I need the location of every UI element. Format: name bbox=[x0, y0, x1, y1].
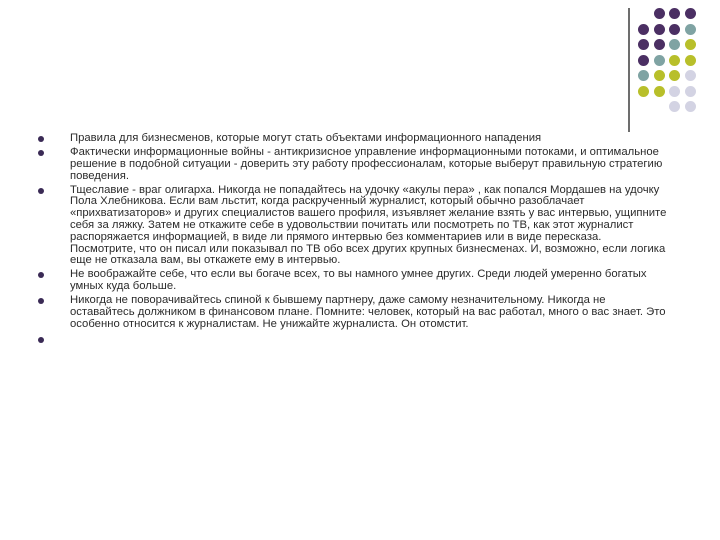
bullet-item-empty bbox=[38, 334, 668, 346]
decorative-dot bbox=[685, 39, 696, 50]
bullet-text: Правила для бизнесменов, которые могут стать объектами информационного нападения bbox=[70, 132, 542, 144]
decorative-dot bbox=[669, 24, 680, 35]
decorative-vertical-line bbox=[628, 8, 630, 132]
decorative-dot bbox=[685, 101, 696, 112]
decorative-dot bbox=[638, 70, 649, 81]
bullet-item bbox=[38, 269, 668, 293]
decorative-dot bbox=[654, 8, 665, 19]
bullet-marker-icon bbox=[38, 272, 44, 278]
bullet-marker-icon bbox=[38, 136, 44, 142]
bullet-marker-icon bbox=[38, 150, 44, 156]
bullet-item bbox=[38, 185, 668, 268]
decorative-dot bbox=[685, 70, 696, 81]
decorative-dot bbox=[654, 39, 665, 50]
decorative-dot bbox=[685, 86, 696, 97]
decorative-dot bbox=[669, 55, 680, 66]
slide-content bbox=[38, 133, 668, 347]
bullet-text: Никогда не поворачивайтесь спиной к бывшему партнеру, даже самому незначительному. Никогда не оставайтесь должником в финансовом плане. Помните: человек, который на вас работал, много о вас знает. Это особенно относится к журналистам. Не унижайте журналиста. Он отомстит. bbox=[70, 294, 666, 330]
decorative-dot bbox=[685, 24, 696, 35]
decorative-dot-grid bbox=[638, 8, 718, 133]
decorative-dot bbox=[654, 55, 665, 66]
bullet-text bbox=[70, 334, 668, 346]
bullet-list bbox=[38, 133, 668, 345]
bullet-marker-icon bbox=[38, 188, 44, 194]
decorative-dot bbox=[654, 70, 665, 81]
decorative-dot bbox=[638, 39, 649, 50]
bullet-item bbox=[38, 295, 668, 330]
bullet-item bbox=[38, 147, 668, 182]
decorative-dot bbox=[669, 39, 680, 50]
bullet-text: Не воображайте себе, что если вы богаче всех, то вы намного умнее других. Среди людей умеренно богатых умных куда больше. bbox=[70, 268, 647, 293]
decorative-dot bbox=[638, 24, 649, 35]
bullet-text: Тщеславие - враг олигарха. Никогда не попадайтесь на удочку «акулы пера» , как попался Мордашев на удочку Пола Хлебникова. Если вам льстит, когда раскрученный журналист, который обычно разоблачает «прихватизаторов» и других специалистов вашего профиля, изъявляет желание взять у вас интервью, ущипните себя за ляжку. Затем не откажите себе в удовольствии почитать или посмотреть по ТВ, как этот журналист распоряжается информацией, в виде ли прямого интервью без комментариев или в виде пересказа. Посмотрите, что он писал или показывал по ТВ обо всех других крупных бизнесменах. И, возможно, если логика еще не отказала вам, вы откажете ему в интервью. bbox=[70, 183, 667, 267]
decorative-dot bbox=[669, 8, 680, 19]
bullet-text: Фактически информационные войны - антикризисное управление информационными потоками, и оптимальное решение в подобной ситуации - доверить эту работу профессионалам, которые выберут правильную стратегию поведения. bbox=[70, 145, 663, 182]
decorative-dot bbox=[669, 86, 680, 97]
bullet-marker-icon bbox=[38, 337, 44, 343]
decorative-dot bbox=[685, 8, 696, 19]
decorative-dot bbox=[654, 86, 665, 97]
decorative-dot bbox=[654, 24, 665, 35]
decorative-dot bbox=[685, 55, 696, 66]
bullet-marker-icon bbox=[38, 298, 44, 304]
bullet-item bbox=[38, 133, 668, 145]
decorative-dot bbox=[669, 70, 680, 81]
decorative-dot bbox=[638, 86, 649, 97]
decorative-dot bbox=[638, 55, 649, 66]
decorative-dot bbox=[669, 101, 680, 112]
